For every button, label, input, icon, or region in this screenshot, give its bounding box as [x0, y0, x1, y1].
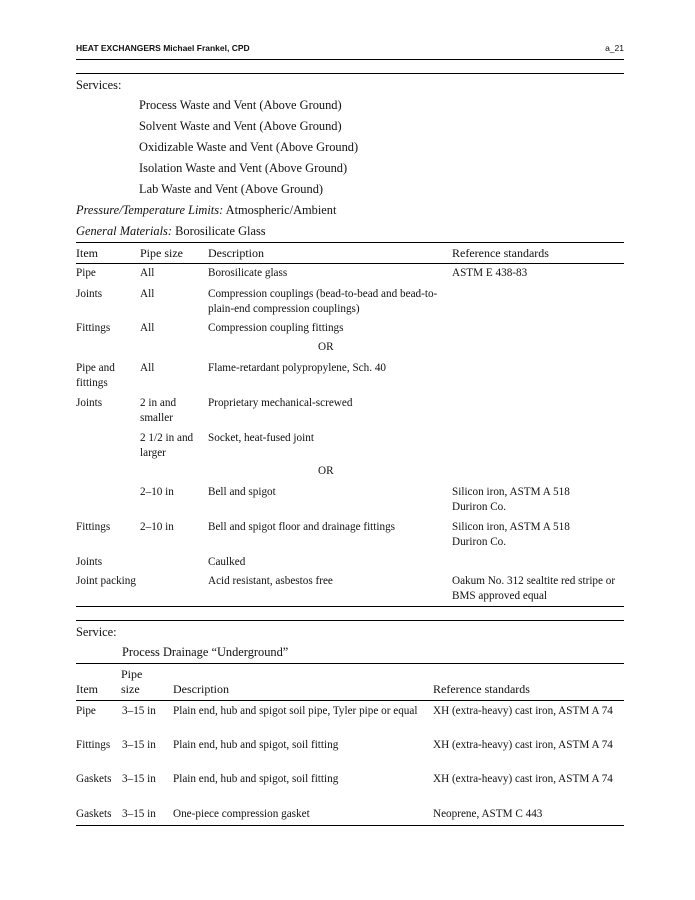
table-cell-size: 2 in and smaller [140, 397, 177, 424]
header-rule [76, 59, 624, 60]
table-cell-size: All [140, 322, 155, 334]
table-cell-desc: Acid resistant, asbestos free [208, 575, 333, 587]
table2-bottom-rule [76, 825, 624, 826]
or-separator: OR [318, 341, 334, 353]
pressure-value: Atmospheric/Ambient [225, 203, 337, 217]
table-cell-size: 2–10 in [140, 486, 174, 498]
table-cell-item: Joints [76, 288, 103, 300]
table-cell-size: All [140, 267, 155, 279]
table1-header-rule [76, 263, 624, 264]
table-cell-desc: Borosilicate glass [208, 267, 288, 279]
services-label: Services: [76, 78, 122, 92]
table-cell-desc: Compression couplings (bead-to-bead and bead-to-plain-end compression couplings) [208, 288, 438, 315]
table-cell-item: Pipe [76, 705, 96, 717]
table-cell-size: 2–10 in [140, 521, 174, 533]
table-cell-size: All [140, 362, 155, 374]
table2-col-item: Item [76, 682, 98, 696]
service-value: Process Drainage “Underground” [122, 645, 289, 659]
table2-header-rule [76, 700, 624, 701]
table-cell-item: Joints [76, 556, 103, 568]
table-cell-ref: XH (extra-heavy) cast iron, ASTM A 74 [433, 705, 613, 717]
table-cell-size: 3–15 in [122, 808, 156, 820]
table2-col-reference: Reference standards [433, 682, 530, 696]
table-cell-item: Fittings [76, 322, 111, 334]
table2-top-rule [76, 663, 624, 664]
table-cell-item: Joint packing [76, 575, 136, 587]
general-materials [76, 224, 266, 239]
service-item: Solvent Waste and Vent (Above Ground) [139, 119, 342, 133]
table-cell-desc: Plain end, hub and spigot soil pipe, Tyler pipe or equal [173, 705, 418, 717]
table-cell-desc: Bell and spigot [208, 486, 276, 498]
table-cell-item: Fittings [76, 521, 111, 533]
service-label: Service: [76, 625, 117, 639]
table-cell-ref: ASTM E 438-83 [452, 267, 528, 279]
table-cell-desc: Proprietary mechanical-screwed [208, 397, 353, 409]
table-cell-size: 3–15 in [122, 705, 156, 717]
table-cell-desc: Caulked [208, 556, 246, 568]
table-cell-ref: Oakum No. 312 sealtite red stripe or BMS approved equal [452, 575, 616, 602]
table2-col-pipe-size: Pipe size [121, 667, 143, 696]
table1-col-item: Item [76, 246, 98, 260]
table1-col-reference: Reference standards [452, 246, 549, 260]
table-cell-item: Gaskets [76, 773, 112, 785]
table-cell-ref: Silicon iron, ASTM A 518 Duriron Co. [452, 521, 570, 548]
table-cell-desc: One-piece compression gasket [173, 808, 310, 820]
page-number: a_21 [605, 43, 624, 53]
running-title: HEAT EXCHANGERS Michael Frankel, CPD [76, 43, 250, 53]
section2-top-rule [76, 620, 624, 621]
table-cell-desc: Compression coupling fittings [208, 322, 344, 334]
or-separator: OR [318, 465, 334, 477]
table-cell-item: Pipe and fittings [76, 362, 115, 389]
table-cell-ref: Neoprene, ASTM C 443 [433, 808, 543, 820]
service-item: Process Waste and Vent (Above Ground) [139, 98, 342, 112]
table-cell-desc: Flame-retardant polypropylene, Sch. 40 [208, 362, 387, 374]
service-item: Isolation Waste and Vent (Above Ground) [139, 161, 348, 175]
table-cell-desc: Bell and spigot floor and drainage fittings [208, 521, 396, 533]
table-cell-desc: Socket, heat-fused joint [208, 432, 314, 444]
table-cell-item: Gaskets [76, 808, 112, 820]
table1-top-rule [76, 242, 624, 243]
running-header [76, 43, 624, 57]
table-cell-item: Pipe [76, 267, 96, 279]
table-cell-desc: Plain end, hub and spigot, soil fitting [173, 773, 339, 785]
section1-top-rule [76, 73, 624, 74]
service-item: Oxidizable Waste and Vent (Above Ground) [139, 140, 359, 154]
table-cell-ref: Silicon iron, ASTM A 518 Duriron Co. [452, 486, 570, 513]
table1-col-pipe-size: Pipe size [140, 246, 183, 260]
table1-bottom-rule [76, 606, 624, 607]
table-cell-size: 3–15 in [122, 739, 156, 751]
table-cell-size: 2 1/2 in and larger [140, 432, 194, 459]
table-cell-desc: Plain end, hub and spigot, soil fitting [173, 739, 339, 751]
table-cell-ref: XH (extra-heavy) cast iron, ASTM A 74 [433, 739, 613, 751]
table2-col-description: Description [173, 682, 229, 696]
table-cell-ref: XH (extra-heavy) cast iron, ASTM A 74 [433, 773, 613, 785]
materials-label: General Materials: [76, 224, 173, 238]
table1-col-description: Description [208, 246, 264, 260]
pressure-limits [76, 203, 336, 218]
table-cell-item: Joints [76, 397, 103, 409]
table-cell-item: Fittings [76, 739, 111, 751]
table-cell-size: All [140, 288, 155, 300]
service-item: Lab Waste and Vent (Above Ground) [139, 182, 324, 196]
pressure-label: Pressure/Temperature Limits: [76, 203, 224, 217]
materials-value: Borosilicate Glass [175, 224, 266, 238]
table-cell-size: 3–15 in [122, 773, 156, 785]
